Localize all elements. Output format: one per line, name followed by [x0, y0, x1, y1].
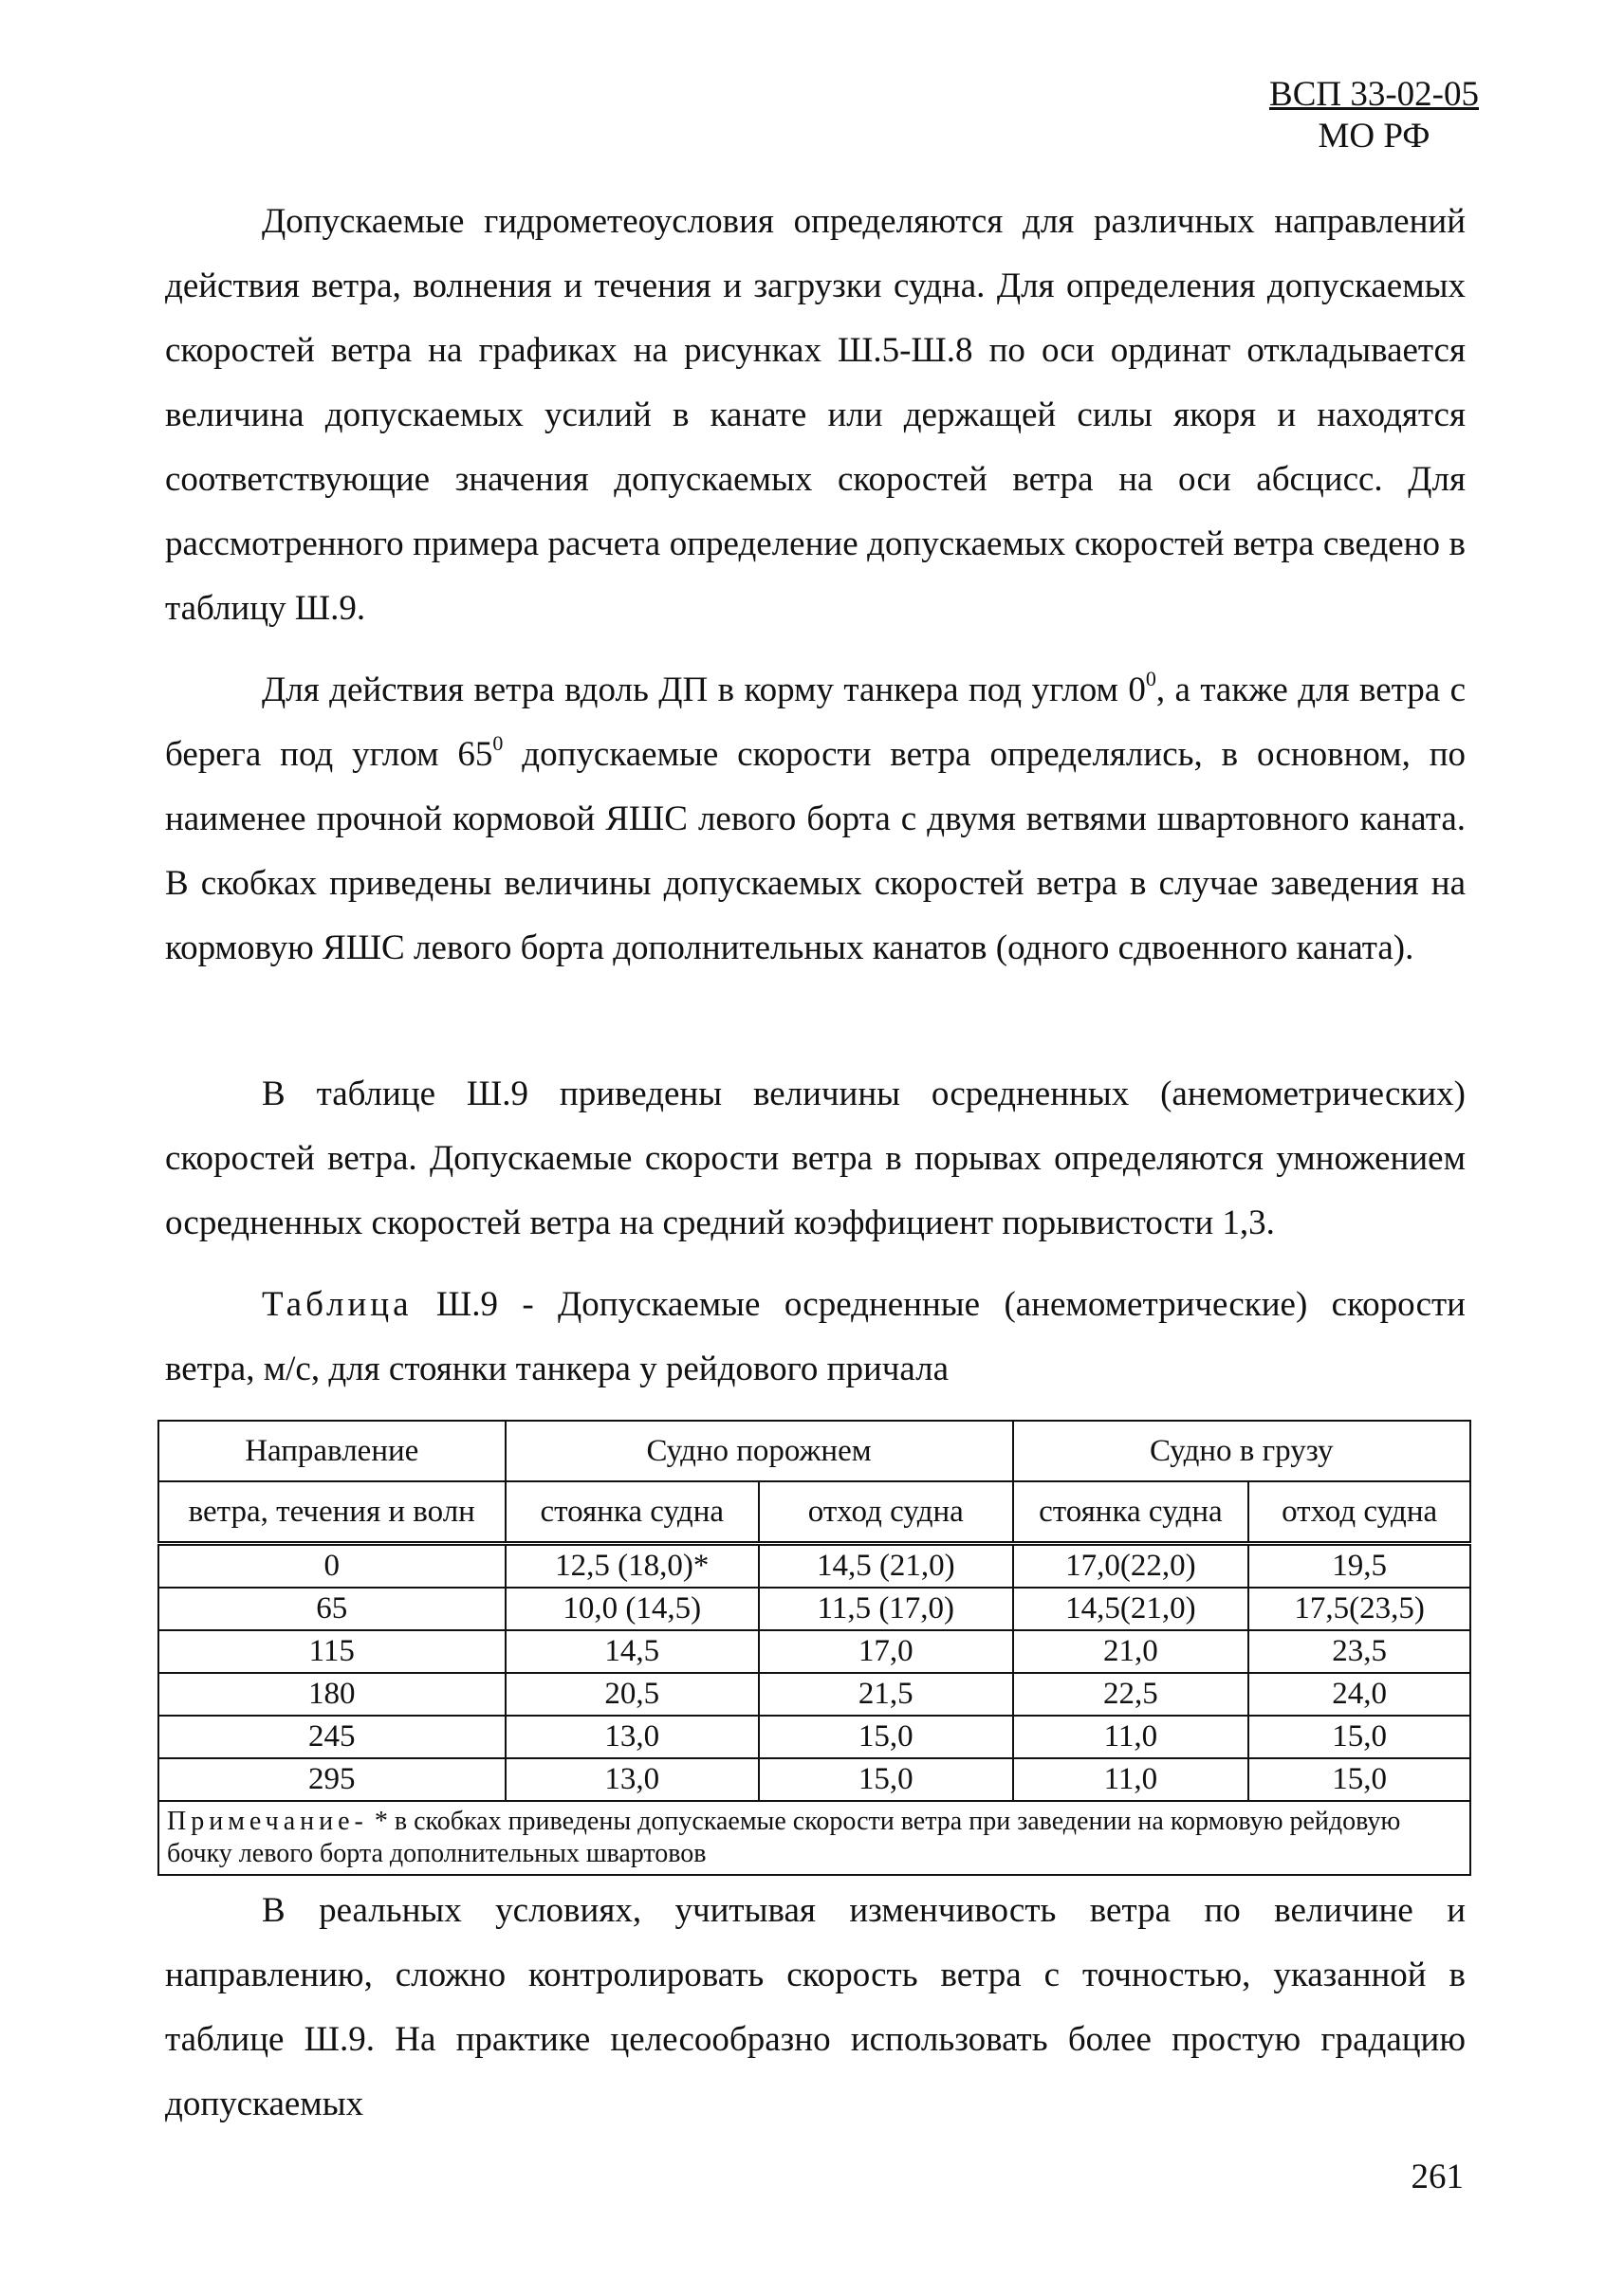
table-header-row-2 — [158, 1481, 1470, 1544]
cell-empty-depart: 17,0 — [759, 1630, 1012, 1673]
table-caption-label: Таблица — [262, 1285, 413, 1324]
cell-empty-depart: 11,5 (17,0) — [759, 1588, 1012, 1630]
document-header — [1269, 74, 1479, 157]
cell-empty-depart: 15,0 — [759, 1716, 1012, 1758]
cell-loaded-stay: 17,0(22,0) — [1013, 1544, 1249, 1589]
cell-empty-stay: 12,5 (18,0)* — [506, 1544, 760, 1589]
paragraph-2-part-a: Для действия ветра вдоль ДП в корму танкера под углом 0 — [262, 670, 1146, 709]
header-loaded-stay: стоянка судна — [1013, 1481, 1249, 1544]
cell-direction: 295 — [158, 1758, 506, 1801]
cell-loaded-stay: 21,0 — [1013, 1630, 1249, 1673]
cell-direction: 115 — [158, 1630, 506, 1673]
note-text: * в скобках приведены допускаемые скорости ветра при заведении на кормовую рейдовую бочку левого борта дополнительных швартовов — [167, 1807, 1401, 1868]
cell-empty-depart: 15,0 — [759, 1758, 1012, 1801]
wind-speed-table — [157, 1420, 1471, 1876]
paragraph-1: Допускаемые гидрометеоусловия определяются для различных направлений действия ветра, волнения и течения и загрузки судна. Для определения допускаемых скоростей ветра на графиках на рисунках Ш.5-Ш.8 по оси ординат откладывается величина допускаемых усилий в канате или держащей силы якоря и находятся соответствующие значения допускаемых скоростей ветра на оси абсцисс. Для рассмотренного примера расчета определение допускаемых скоростей ветра сведено в таблицу Ш.9. — [165, 202, 1466, 628]
cell-loaded-depart: 15,0 — [1248, 1758, 1470, 1801]
cell-loaded-depart: 17,5(23,5) — [1248, 1588, 1470, 1630]
cell-direction: 245 — [158, 1716, 506, 1758]
table-row — [158, 1758, 1470, 1801]
table-caption — [165, 1273, 1466, 1402]
cell-direction: 0 — [158, 1544, 506, 1589]
paragraph-5: В реальных условиях, учитывая изменчивость ветра по величине и направлению, сложно контролировать скорость ветра с точностью, указанной в таблице Ш.9. На практике целесообразно использовать более простую градацию допускаемых — [165, 1891, 1466, 2123]
header-empty-stay: стоянка судна — [506, 1481, 760, 1544]
cell-direction: 65 — [158, 1588, 506, 1630]
header-empty-depart: отход судна — [759, 1481, 1012, 1544]
cell-loaded-stay: 14,5(21,0) — [1013, 1588, 1249, 1630]
document-code: ВСП 33-02-05 — [1269, 75, 1479, 114]
table-row — [158, 1630, 1470, 1673]
cell-empty-depart: 14,5 (21,0) — [759, 1544, 1012, 1589]
page-number: 261 — [1411, 2158, 1464, 2196]
note-label: Примечание- — [167, 1807, 368, 1836]
cell-loaded-depart: 24,0 — [1248, 1673, 1470, 1716]
cell-loaded-depart: 15,0 — [1248, 1716, 1470, 1758]
cell-empty-stay: 20,5 — [506, 1673, 760, 1716]
cell-direction: 180 — [158, 1673, 506, 1716]
cell-empty-stay: 10,0 (14,5) — [506, 1588, 760, 1630]
header-empty-vessel: Судно порожнем — [506, 1421, 1013, 1481]
paragraph-2-part-b: , а также для ветра с берега под углом 65 — [165, 670, 1467, 774]
header-loaded-depart: отход судна — [1248, 1481, 1470, 1544]
table-note-row — [158, 1801, 1470, 1875]
cell-loaded-stay: 11,0 — [1013, 1758, 1249, 1801]
table-row — [158, 1544, 1470, 1589]
cell-loaded-depart: 19,5 — [1248, 1544, 1470, 1589]
paragraph-2-part-c: допускаемые скорости ветра определялись, в основном, по наименее прочной кормовой ЯШС левого борта с двумя ветвями швартовного каната. В скобках приведены величины допускаемых скоростей ветра в случае заведения на кормовую ЯШС левого борта дополнительных канатов (одного сдвоенного каната). — [165, 735, 1466, 967]
header-loaded-vessel: Судно в грузу — [1013, 1421, 1470, 1481]
cell-loaded-stay: 11,0 — [1013, 1716, 1249, 1758]
table-row — [158, 1588, 1470, 1630]
cell-loaded-depart: 23,5 — [1248, 1630, 1470, 1673]
document-org: МО РФ — [1318, 117, 1430, 156]
degree-sup-1: 0 — [1145, 667, 1156, 690]
table-caption-text: Ш.9 - Допускаемые осредненные (анемометрические) скорости ветра, м/с, для стоянки танкера у рейдового причала — [165, 1285, 1466, 1388]
table-row — [158, 1716, 1470, 1758]
cell-empty-stay: 13,0 — [506, 1716, 760, 1758]
cell-empty-depart: 21,5 — [759, 1673, 1012, 1716]
cell-empty-stay: 13,0 — [506, 1758, 760, 1801]
table-row — [158, 1673, 1470, 1716]
header-direction-line2: ветра, течения и волн — [158, 1481, 506, 1544]
cell-loaded-stay: 22,5 — [1013, 1673, 1249, 1716]
paragraph-2 — [165, 658, 1466, 981]
cell-empty-stay: 14,5 — [506, 1630, 760, 1673]
table-note — [158, 1801, 1470, 1875]
header-direction-line1: Направление — [158, 1421, 506, 1481]
degree-sup-2: 0 — [492, 731, 504, 755]
paragraph-3: В таблице Ш.9 приведены величины осредненных (анемометрических) скоростей ветра. Допускаемые скорости ветра в порывах определяются умножением осредненных скоростей ветра на средний коэффициент порывистости 1,3. — [165, 1075, 1466, 1242]
table-header-row-1 — [158, 1421, 1470, 1481]
